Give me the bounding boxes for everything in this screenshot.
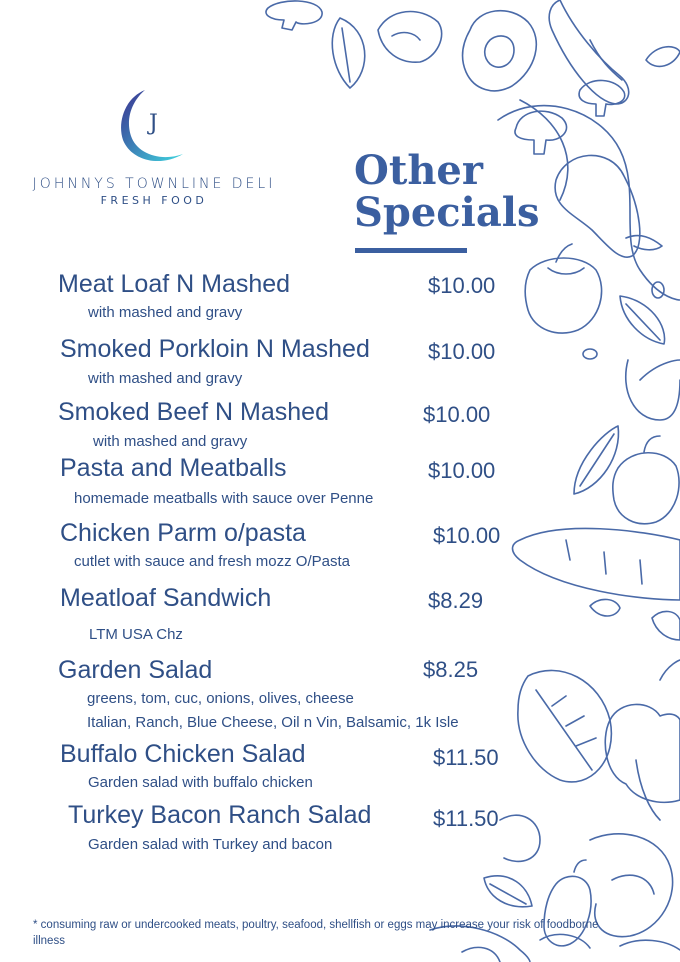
leaf-icon <box>518 670 612 781</box>
title-line-1: Other <box>354 147 483 194</box>
menu-item-price: $10.00 <box>428 273 496 298</box>
menu-item-price: $8.25 <box>423 657 479 682</box>
brand-tagline: FRESH FOOD <box>100 194 208 207</box>
tomato-icon <box>525 244 601 333</box>
menu-item-desc: LTM USA Chz <box>89 626 183 643</box>
menu-item-desc: with mashed and gravy <box>88 304 243 321</box>
menu-item-name: Chicken Parm o/pasta <box>60 519 306 547</box>
menu-item-desc: with mashed and gravy <box>93 433 248 450</box>
menu-item-name: Turkey Bacon Ranch Salad <box>68 801 372 829</box>
page-title <box>354 147 540 236</box>
menu-item-name: Pasta and Meatballs <box>60 454 287 482</box>
title-underline <box>355 248 467 253</box>
title-line-2: Specials <box>354 189 540 236</box>
menu-item-name: Smoked Beef N Mashed <box>58 398 329 426</box>
menu-item-name: Meatloaf Sandwich <box>60 584 272 612</box>
avocado-icon <box>463 11 537 91</box>
brand-name: JOHNNYS TOWNLINE DELI <box>32 176 276 192</box>
leaf-icon <box>332 18 364 88</box>
eggplant-icon <box>549 0 629 104</box>
carrot-icon <box>513 528 680 600</box>
logo-letter: J <box>149 111 158 136</box>
pepper-icon <box>378 12 442 63</box>
mushroom-icon <box>515 111 567 154</box>
leaf-icon <box>574 426 618 494</box>
deli-logo-icon <box>115 88 190 168</box>
leaf-icon <box>484 876 532 907</box>
eggplant-icon <box>555 155 662 257</box>
menu-item-price: $10.00 <box>428 458 496 483</box>
leaf-icon <box>646 47 680 67</box>
menu-item-name: Garden Salad <box>58 656 213 684</box>
menu-item-price: $8.29 <box>428 588 484 613</box>
leaf-icon <box>620 296 665 344</box>
menu-item-desc: Garden salad with buffalo chicken <box>88 774 313 791</box>
menu-item-name: Meat Loaf N Mashed <box>58 270 291 298</box>
menu-item-price: $10.00 <box>428 339 496 364</box>
brand-block <box>30 176 278 207</box>
pepper-icon <box>613 436 679 524</box>
broccoli-icon <box>605 704 680 802</box>
menu-item-desc: Garden salad with Turkey and bacon <box>88 836 333 853</box>
menu-item-price: $10.00 <box>433 523 501 548</box>
menu-item-name: Buffalo Chicken Salad <box>60 740 306 768</box>
menu-item-price: $11.50 <box>433 745 499 770</box>
menu-item-desc: with mashed and gravy <box>88 370 243 387</box>
mushroom-icon <box>579 80 625 116</box>
menu-item-name: Smoked Porkloin N Mashed <box>60 335 370 363</box>
menu-item-price: $11.50 <box>433 806 499 831</box>
mushroom-icon <box>266 1 322 30</box>
menu-item-desc: cutlet with sauce and fresh mozz O/Pasta <box>74 553 350 570</box>
health-disclaimer: * consuming raw or undercooked meats, poultry, seafood, shellfish or eggs may increase your risk of foodborne illness <box>33 919 599 947</box>
menu-item-price: $10.00 <box>423 402 491 427</box>
menu-item-desc: greens, tom, cuc, onions, olives, cheese <box>87 690 354 707</box>
menu-item-desc: Italian, Ranch, Blue Cheese, Oil n Vin, Balsamic, 1k Isle <box>87 714 459 731</box>
menu-item-desc: homemade meatballs with sauce over Penne <box>74 490 374 507</box>
